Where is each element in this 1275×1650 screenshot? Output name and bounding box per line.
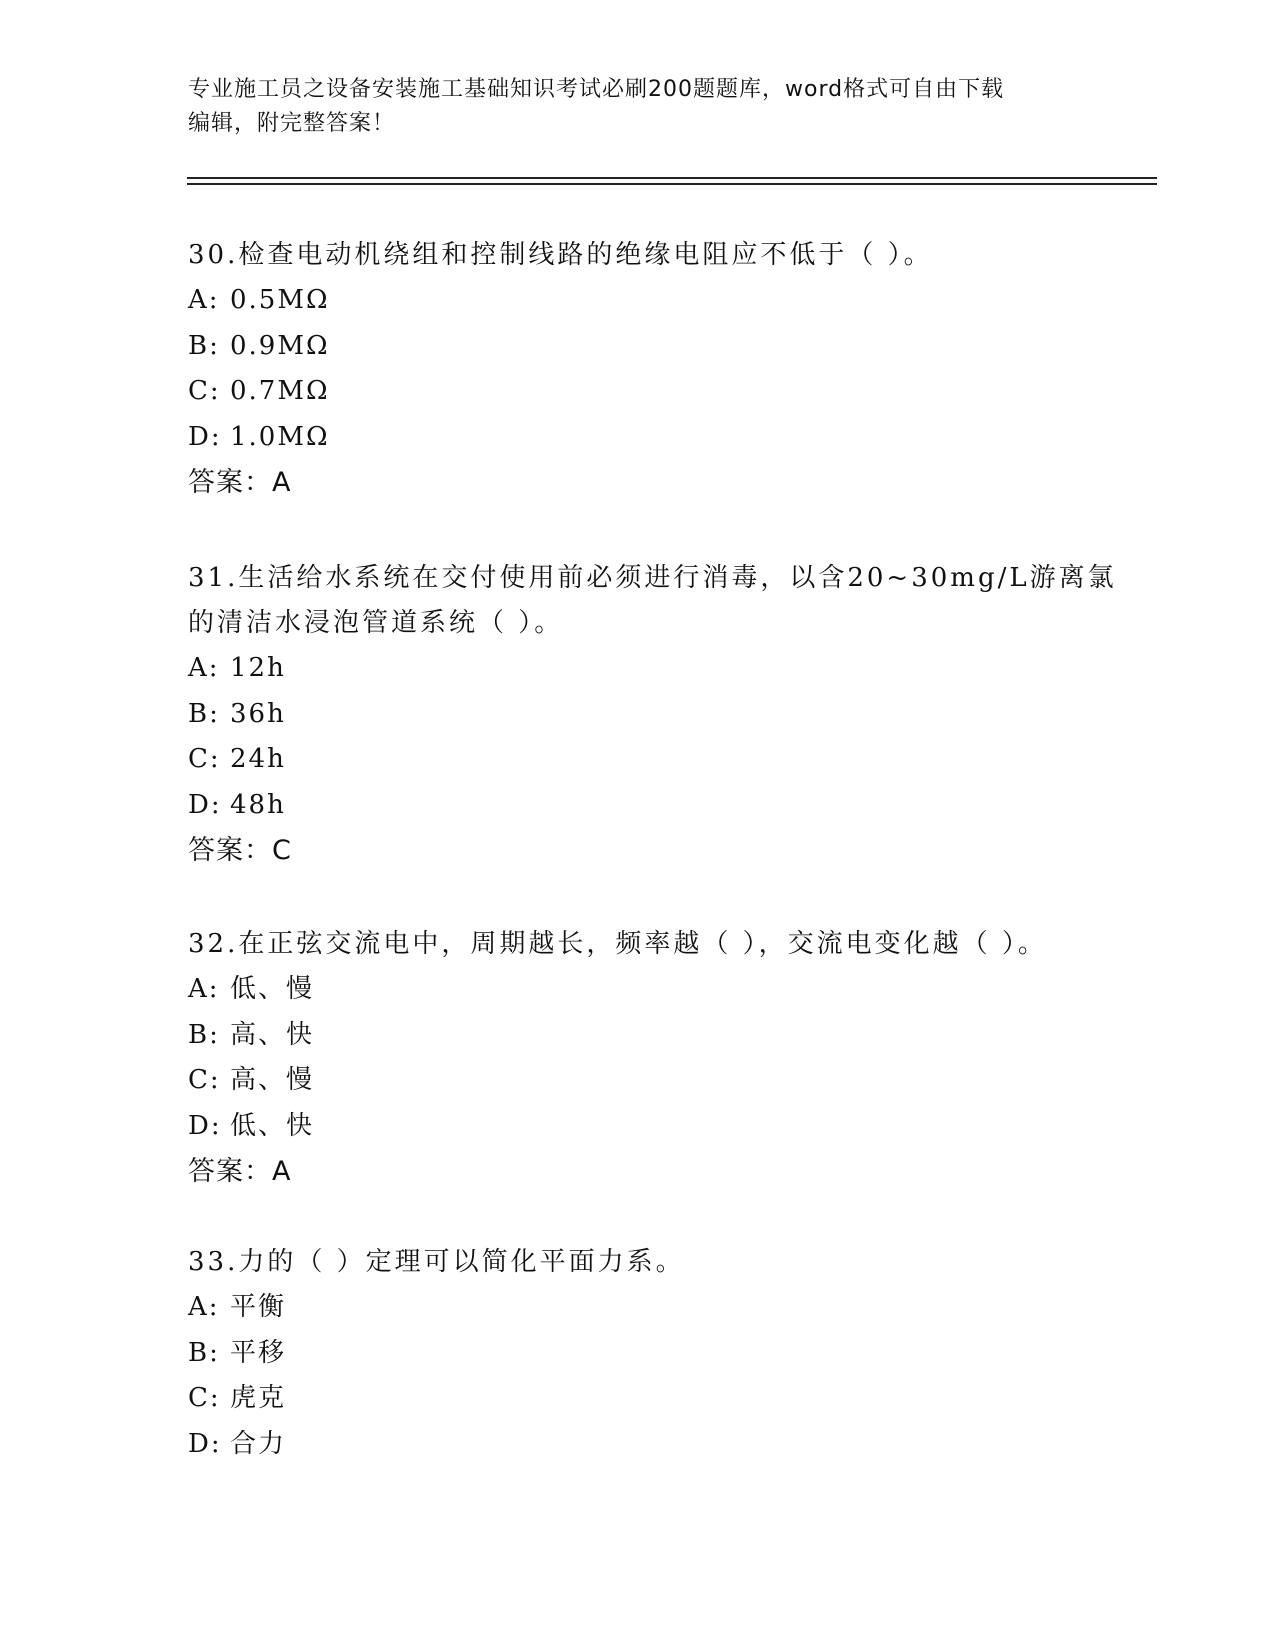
option-a [188,967,1088,1013]
option-a [188,646,1088,692]
question-33 [188,1240,1088,1467]
option-key: A: [188,653,220,683]
option-key: D: [188,421,222,452]
option-text: 合力 [230,1428,287,1459]
option-c [188,1058,1088,1104]
header-title-line-2: 编辑，附完整答案！ [188,111,396,136]
option-text: 虎克 [230,1383,287,1413]
header-title-line-1: 专业施工员之设备安装施工基础知识考试必刷200题题库，word格式可自由下载 [188,77,1005,102]
question-stem-line: 31.生活给水系统在交付使用前必须进行消毒，以含20~30mg/L游离氯 [188,563,1117,593]
document-header [188,73,1088,141]
option-b [188,1331,1088,1377]
question-stem-line: 33.力的（ ）定理可以简化平面力系。 [188,1247,685,1277]
option-key: A: [188,285,220,315]
question-stem-line: 30.检查电动机绕组和控制线路的绝缘电阻应不低于（ ）。 [188,240,933,270]
option-text: 高、慢 [230,1065,315,1095]
option-a [188,1285,1088,1331]
question-31 [188,556,1117,873]
option-d [188,783,1088,829]
option-key: C: [188,744,221,774]
question-stem [188,1240,1088,1285]
option-b [188,692,1088,738]
option-c [188,369,1088,415]
answer-label: 答案：C [188,835,292,866]
option-key: B: [188,1019,220,1050]
option-text: 低、快 [230,1110,315,1141]
option-text: 平移 [230,1337,287,1368]
option-key: C: [188,376,221,406]
question-stem-line: 32.在正弦交流电中，周期越长，频率越（ ），交流电变化越（ ）。 [188,929,1047,959]
option-text: 平衡 [230,1292,287,1322]
option-c [188,1376,1088,1422]
option-text: 高、快 [230,1019,315,1050]
option-a [188,278,1088,324]
option-key: B: [188,330,220,361]
question-stem [188,556,1117,646]
question-32 [188,922,1088,1194]
option-text: 36h [230,698,286,729]
option-text: 0.7MΩ [230,376,330,406]
option-text: 48h [230,789,286,820]
option-d [188,1104,1088,1150]
question-30 [188,233,1088,505]
option-key: C: [188,1383,221,1413]
question-stem [188,922,1088,967]
header-divider-bottom [187,183,1157,185]
option-text: 1.0MΩ [230,421,330,452]
option-text: 低、慢 [230,974,315,1004]
question-stem [188,233,1088,278]
option-key: D: [188,1110,222,1141]
option-d [188,1422,1088,1468]
option-b [188,1013,1088,1059]
option-c [188,737,1088,783]
option-text: 0.9MΩ [230,330,330,361]
question-stem-line: 的清洁水浸泡管道系统（ ）。 [188,608,564,638]
option-key: A: [188,1292,220,1322]
option-text: 24h [230,744,286,774]
option-text: 12h [230,653,286,683]
answer-label: 答案：A [188,1156,292,1187]
option-key: A: [188,974,220,1004]
option-key: C: [188,1065,221,1095]
option-key: B: [188,698,220,729]
option-key: D: [188,1428,222,1459]
header-divider-top [187,177,1157,179]
option-key: D: [188,789,222,820]
option-d [188,415,1088,461]
answer-label: 答案：A [188,467,292,498]
option-text: 0.5MΩ [230,285,330,315]
option-key: B: [188,1337,220,1368]
option-b [188,324,1088,370]
